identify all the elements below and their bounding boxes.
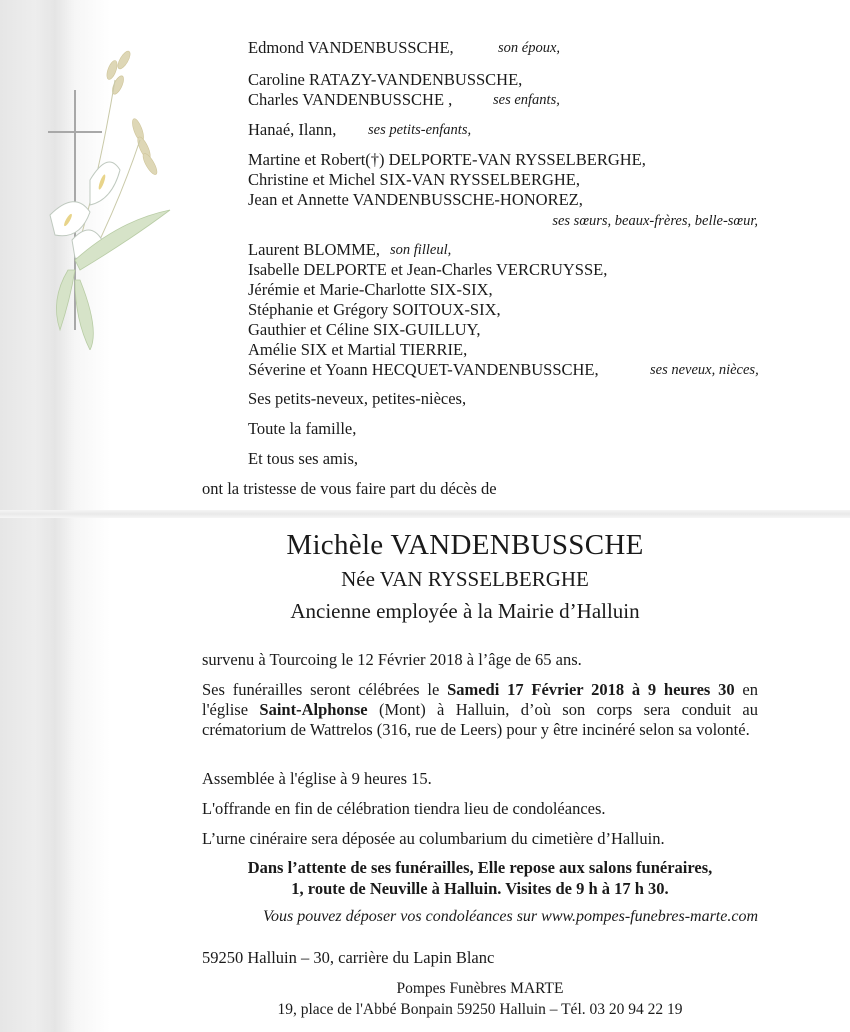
funeral-text-a: Ses funérailles seront célébrées le — [202, 680, 448, 699]
funeral-text-c: en l'église — [202, 680, 758, 719]
announcement-line: ont la tristesse de vous faire part du décès de — [202, 479, 497, 498]
family-line-14: Séverine et Yoann HECQUET-VANDENBUSSCHE, — [248, 360, 599, 379]
funeral-text-e: (Mont) à Halluin, d’où son corps sera conduit au crématorium de Wattrelos (316, rue de Leers) pour y être incinéré selon sa volonté. — [202, 700, 759, 739]
family-line-13: Amélie SIX et Martial TIERRIE, — [248, 340, 468, 359]
family-role-children: ses enfants, — [493, 92, 560, 108]
family-line-16: Toute la famille, — [248, 419, 357, 438]
family-role-nephews: ses neveux, nièces, — [650, 362, 759, 378]
family-role-spouse: son époux, — [498, 40, 561, 56]
family-role-godson: son filleul, — [390, 242, 452, 258]
family-line-17: Et tous ses amis, — [248, 449, 358, 468]
calla-lily-cross-illustration — [20, 30, 180, 350]
viewing-line-1: Dans l’attente de ses funérailles, Elle repose aux salons funéraires, — [247, 858, 713, 877]
church-name: Saint-Alphonse — [259, 700, 368, 719]
family-line-10: Jérémie et Marie-Charlotte SIX-SIX, — [248, 280, 493, 299]
family-role-siblings: ses sœurs, beaux-frères, belle-sœur, — [552, 213, 758, 229]
offering-note: L'offrande en fin de célébration tiendra lieu de condoléances. — [202, 799, 606, 818]
family-line-9: Isabelle DELPORTE et Jean-Charles VERCRUYSSE, — [248, 260, 608, 279]
funeral-date: Samedi 17 Février 2018 à 9 heures 30 — [447, 680, 735, 699]
condolences-website: Vous pouvez déposer vos condoléances sur www.pompes-funebres-marte.com — [262, 908, 758, 925]
family-line-5: Martine et Robert(†) DELPORTE-VAN RYSSELBERGHE, — [248, 150, 646, 169]
family-line-7: Jean et Annette VANDENBUSSCHE-HONOREZ, — [248, 190, 583, 209]
family-line-1: Edmond VANDENBUSSCHE, — [248, 38, 454, 57]
family-line-4: Hanaé, Ilann, — [248, 120, 337, 139]
assembly-time: Assemblée à l'église à 9 heures 15. — [202, 769, 432, 788]
funeral-home-contact: 19, place de l'Abbé Bonpain 59250 Halluin – Tél. 03 20 94 22 19 — [277, 1001, 683, 1018]
family-line-6: Christine et Michel SIX-VAN RYSSELBERGHE, — [248, 170, 580, 189]
paper-fold — [0, 510, 850, 518]
family-role-grandchildren: ses petits-enfants, — [368, 122, 472, 138]
urn-note: L’urne cinéraire sera déposée au columbarium du cimetière d’Halluin. — [202, 829, 665, 848]
viewing-line-2: 1, route de Neuville à Halluin. Visites de 9 h à 17 h 30. — [291, 879, 669, 898]
deceased-occupation: Ancienne employée à la Mairie d’Halluin — [290, 599, 640, 623]
family-address: 59250 Halluin – 30, carrière du Lapin Blanc — [202, 948, 495, 967]
death-place-date: survenu à Tourcoing le 12 Février 2018 à l’âge de 65 ans. — [202, 650, 582, 669]
deceased-name: Michèle VANDENBUSSCHE — [286, 529, 644, 561]
family-line-12: Gauthier et Céline SIX-GUILLUY, — [248, 320, 481, 339]
deceased-maiden-name: Née VAN RYSSELBERGHE — [341, 567, 589, 591]
family-line-2: Caroline RATAZY-VANDENBUSSCHE, — [248, 70, 523, 89]
family-line-11: Stéphanie et Grégory SOITOUX-SIX, — [248, 300, 501, 319]
family-line-15: Ses petits-neveux, petites-nièces, — [248, 389, 467, 408]
funeral-home-name: Pompes Funèbres MARTE — [396, 980, 564, 997]
family-line-8: Laurent BLOMME, — [248, 240, 380, 259]
funeral-details-paragraph — [202, 680, 758, 740]
family-line-3: Charles VANDENBUSSCHE , — [248, 90, 453, 109]
